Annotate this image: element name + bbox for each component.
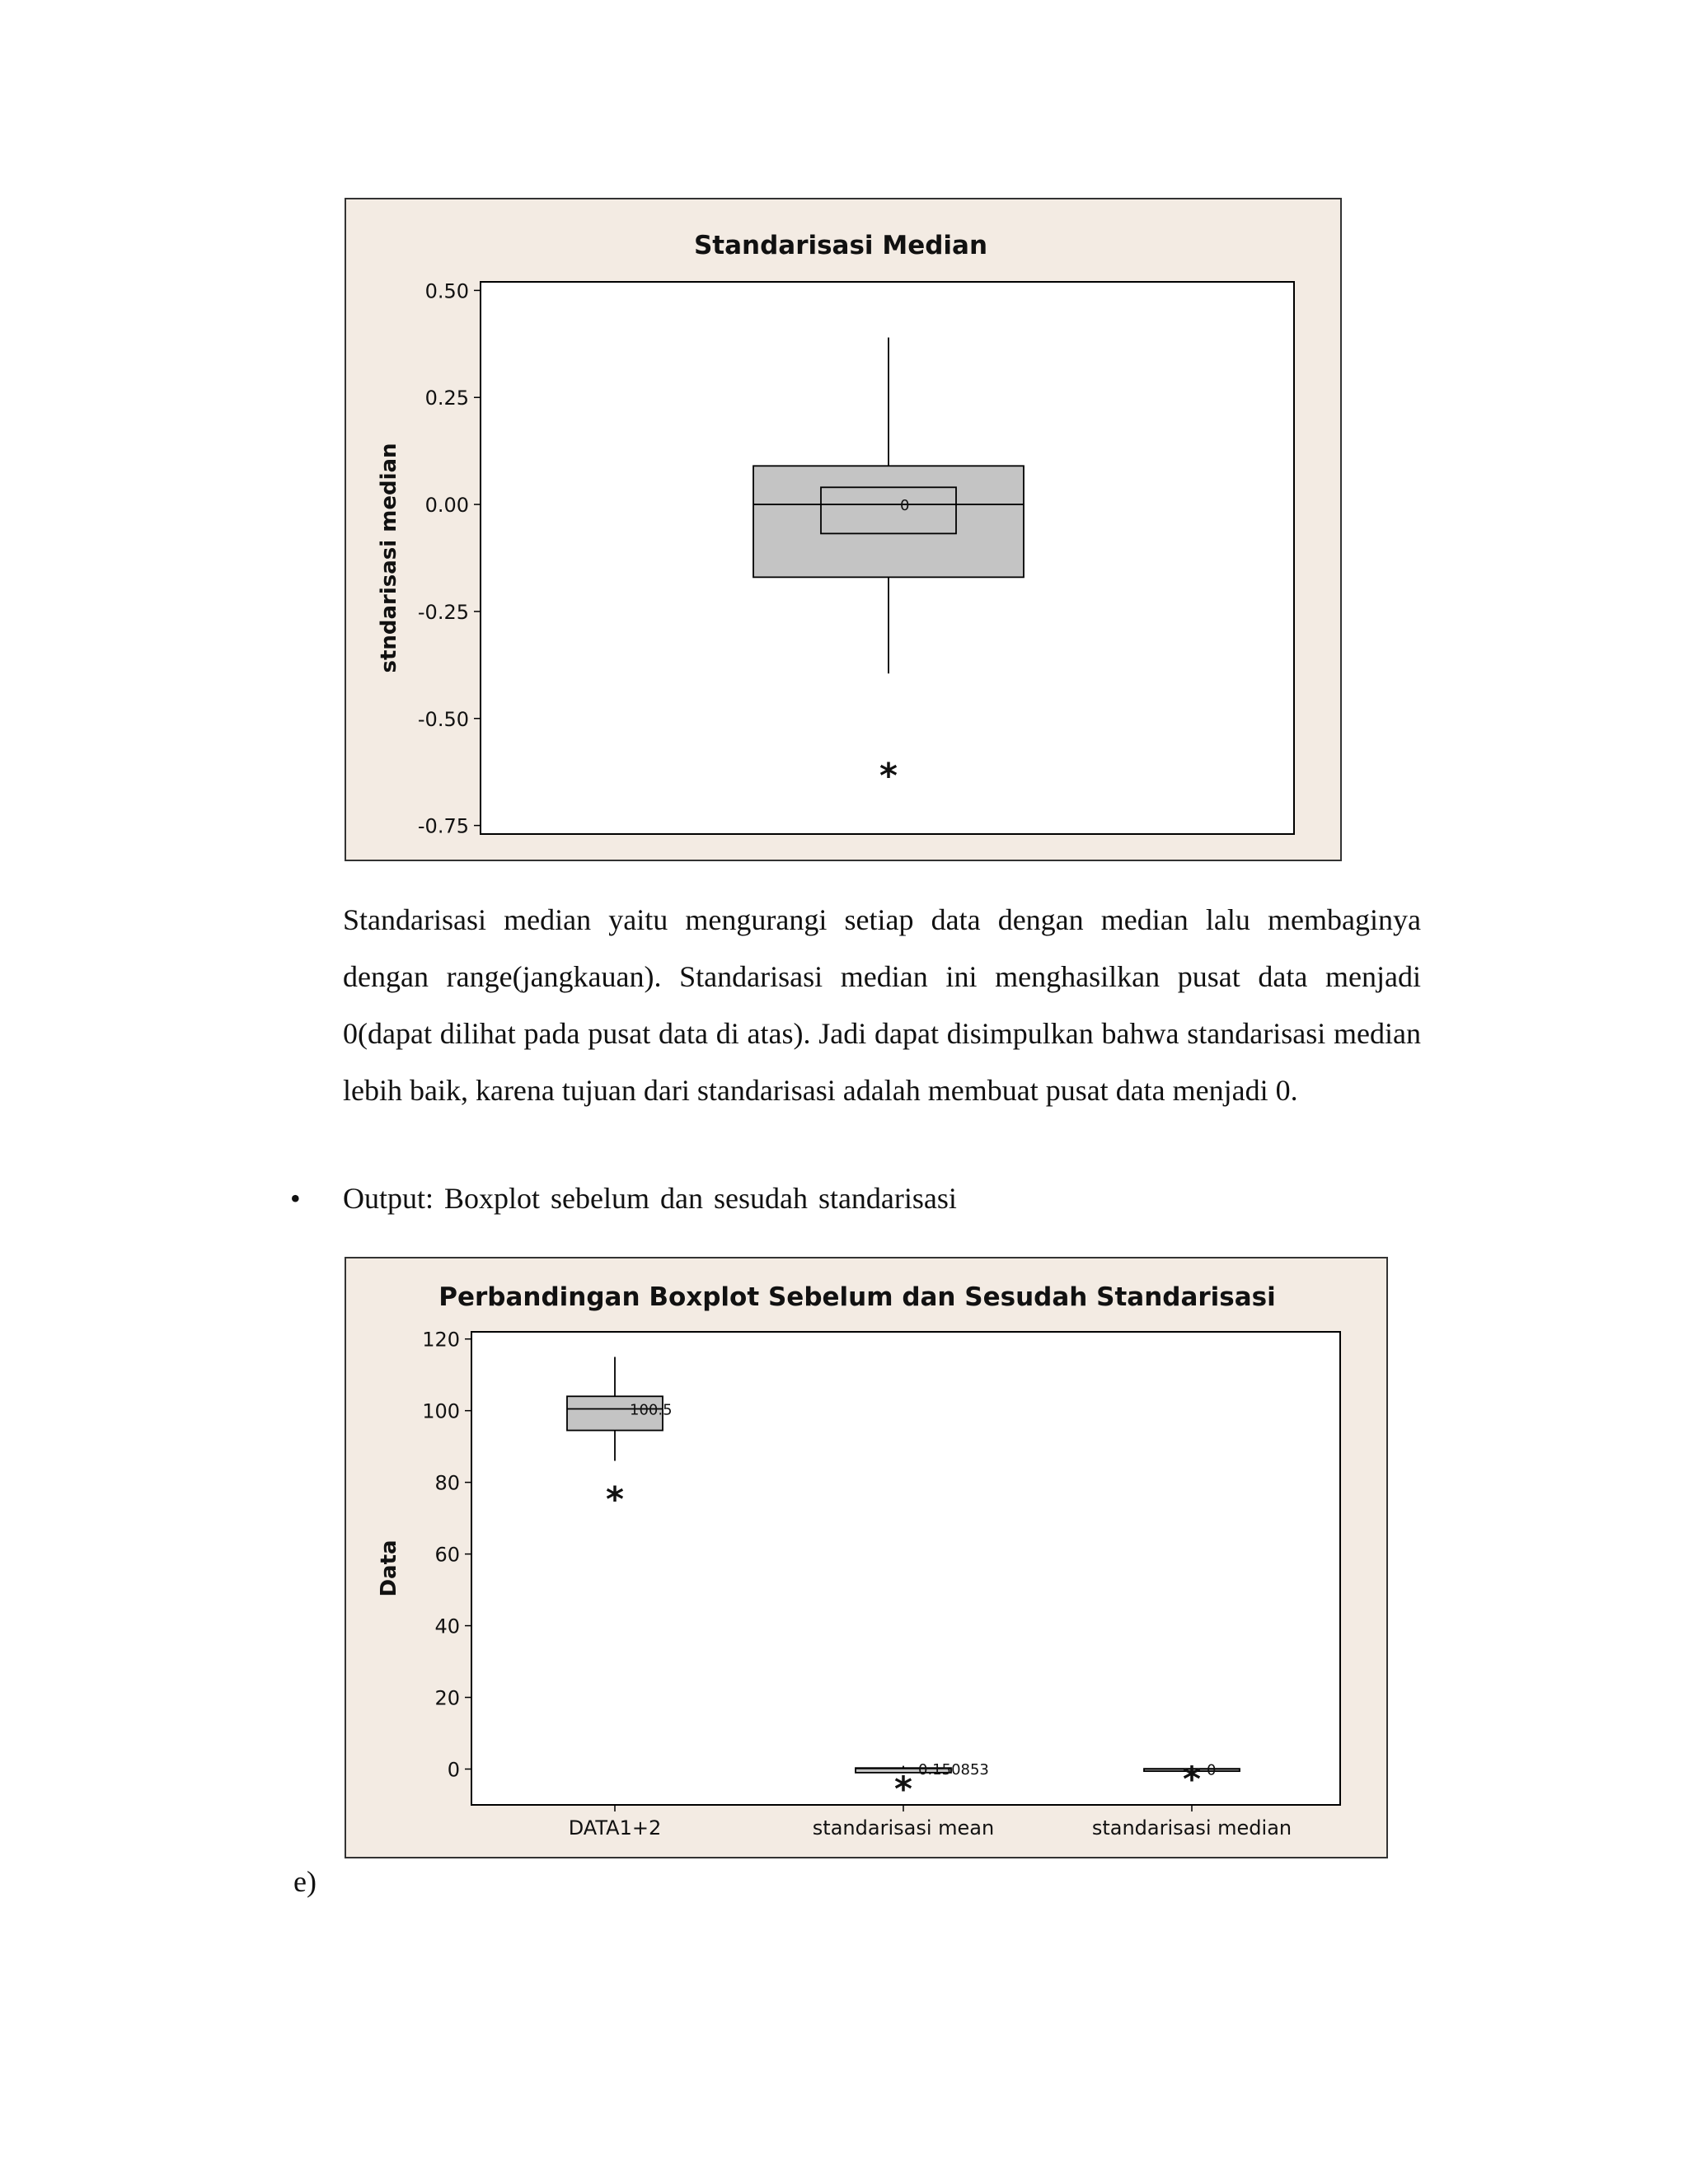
median-label: 100.5 bbox=[630, 1401, 673, 1419]
outlier-marker: * bbox=[1183, 1759, 1201, 1800]
y-tick-label: 0.50 bbox=[424, 279, 469, 303]
y-tick-label: 40 bbox=[434, 1615, 460, 1638]
y-tick-label: 120 bbox=[422, 1328, 460, 1352]
y-axis-label: stndarisasi median bbox=[377, 443, 401, 673]
x-tick-label: DATA1+2 bbox=[568, 1816, 662, 1840]
explanation-paragraph: Standarisasi median yaitu mengurangi setiap data dengan median lalu membaginya dengan range(jangkauan). Standarisasi median ini menghasilkan pusat data menjadi 0(dapat dilihat pada pusat data di atas). Jadi dapat disimpulkan bahwa standarisasi median lebih baik, karena tujuan dari standarisasi adalah membuat pusat data menjadi 0. bbox=[343, 903, 1421, 1107]
y-tick-label: -0.25 bbox=[417, 600, 469, 624]
y-tick-label: 0.25 bbox=[424, 387, 469, 410]
median-label: 0 bbox=[900, 497, 910, 515]
y-tick-label: 60 bbox=[434, 1543, 460, 1567]
outlier-marker: * bbox=[894, 1768, 912, 1809]
section-label-e: e) bbox=[293, 1865, 316, 1898]
y-tick-label: -0.75 bbox=[417, 814, 469, 838]
chart-title: Perbandingan Boxplot Sebelum dan Sesudah Standarisasi bbox=[438, 1282, 1276, 1312]
x-tick-label: standarisasi median bbox=[1091, 1816, 1292, 1840]
chart-perbandingan-boxplot bbox=[345, 1257, 1388, 1858]
median-label: 0.150853 bbox=[918, 1760, 989, 1779]
y-tick-label: 100 bbox=[422, 1399, 460, 1423]
chart-title: Standarisasi Median bbox=[693, 231, 988, 260]
y-tick-label: -0.50 bbox=[417, 707, 469, 731]
median-label: 0 bbox=[1207, 1761, 1217, 1779]
chart-standarisasi-median bbox=[345, 198, 1342, 861]
y-tick-label: 0.00 bbox=[424, 494, 469, 518]
bullet-output-text: Output: Boxplot sebelum dan sesudah standarisasi bbox=[343, 1182, 957, 1215]
x-tick-label: standarisasi mean bbox=[812, 1816, 995, 1840]
y-tick-label: 0 bbox=[447, 1758, 460, 1782]
outlier-marker: * bbox=[606, 1479, 624, 1520]
boxplot-comparison-svg bbox=[346, 1258, 1386, 1857]
y-axis-label: Data bbox=[377, 1540, 401, 1597]
boxplot-svg bbox=[346, 199, 1340, 860]
y-tick-label: 80 bbox=[434, 1471, 460, 1495]
outlier-marker: * bbox=[879, 755, 898, 796]
bullet-marker: • bbox=[290, 1182, 301, 1215]
iqr-box bbox=[753, 466, 1024, 577]
y-tick-label: 20 bbox=[434, 1686, 460, 1710]
